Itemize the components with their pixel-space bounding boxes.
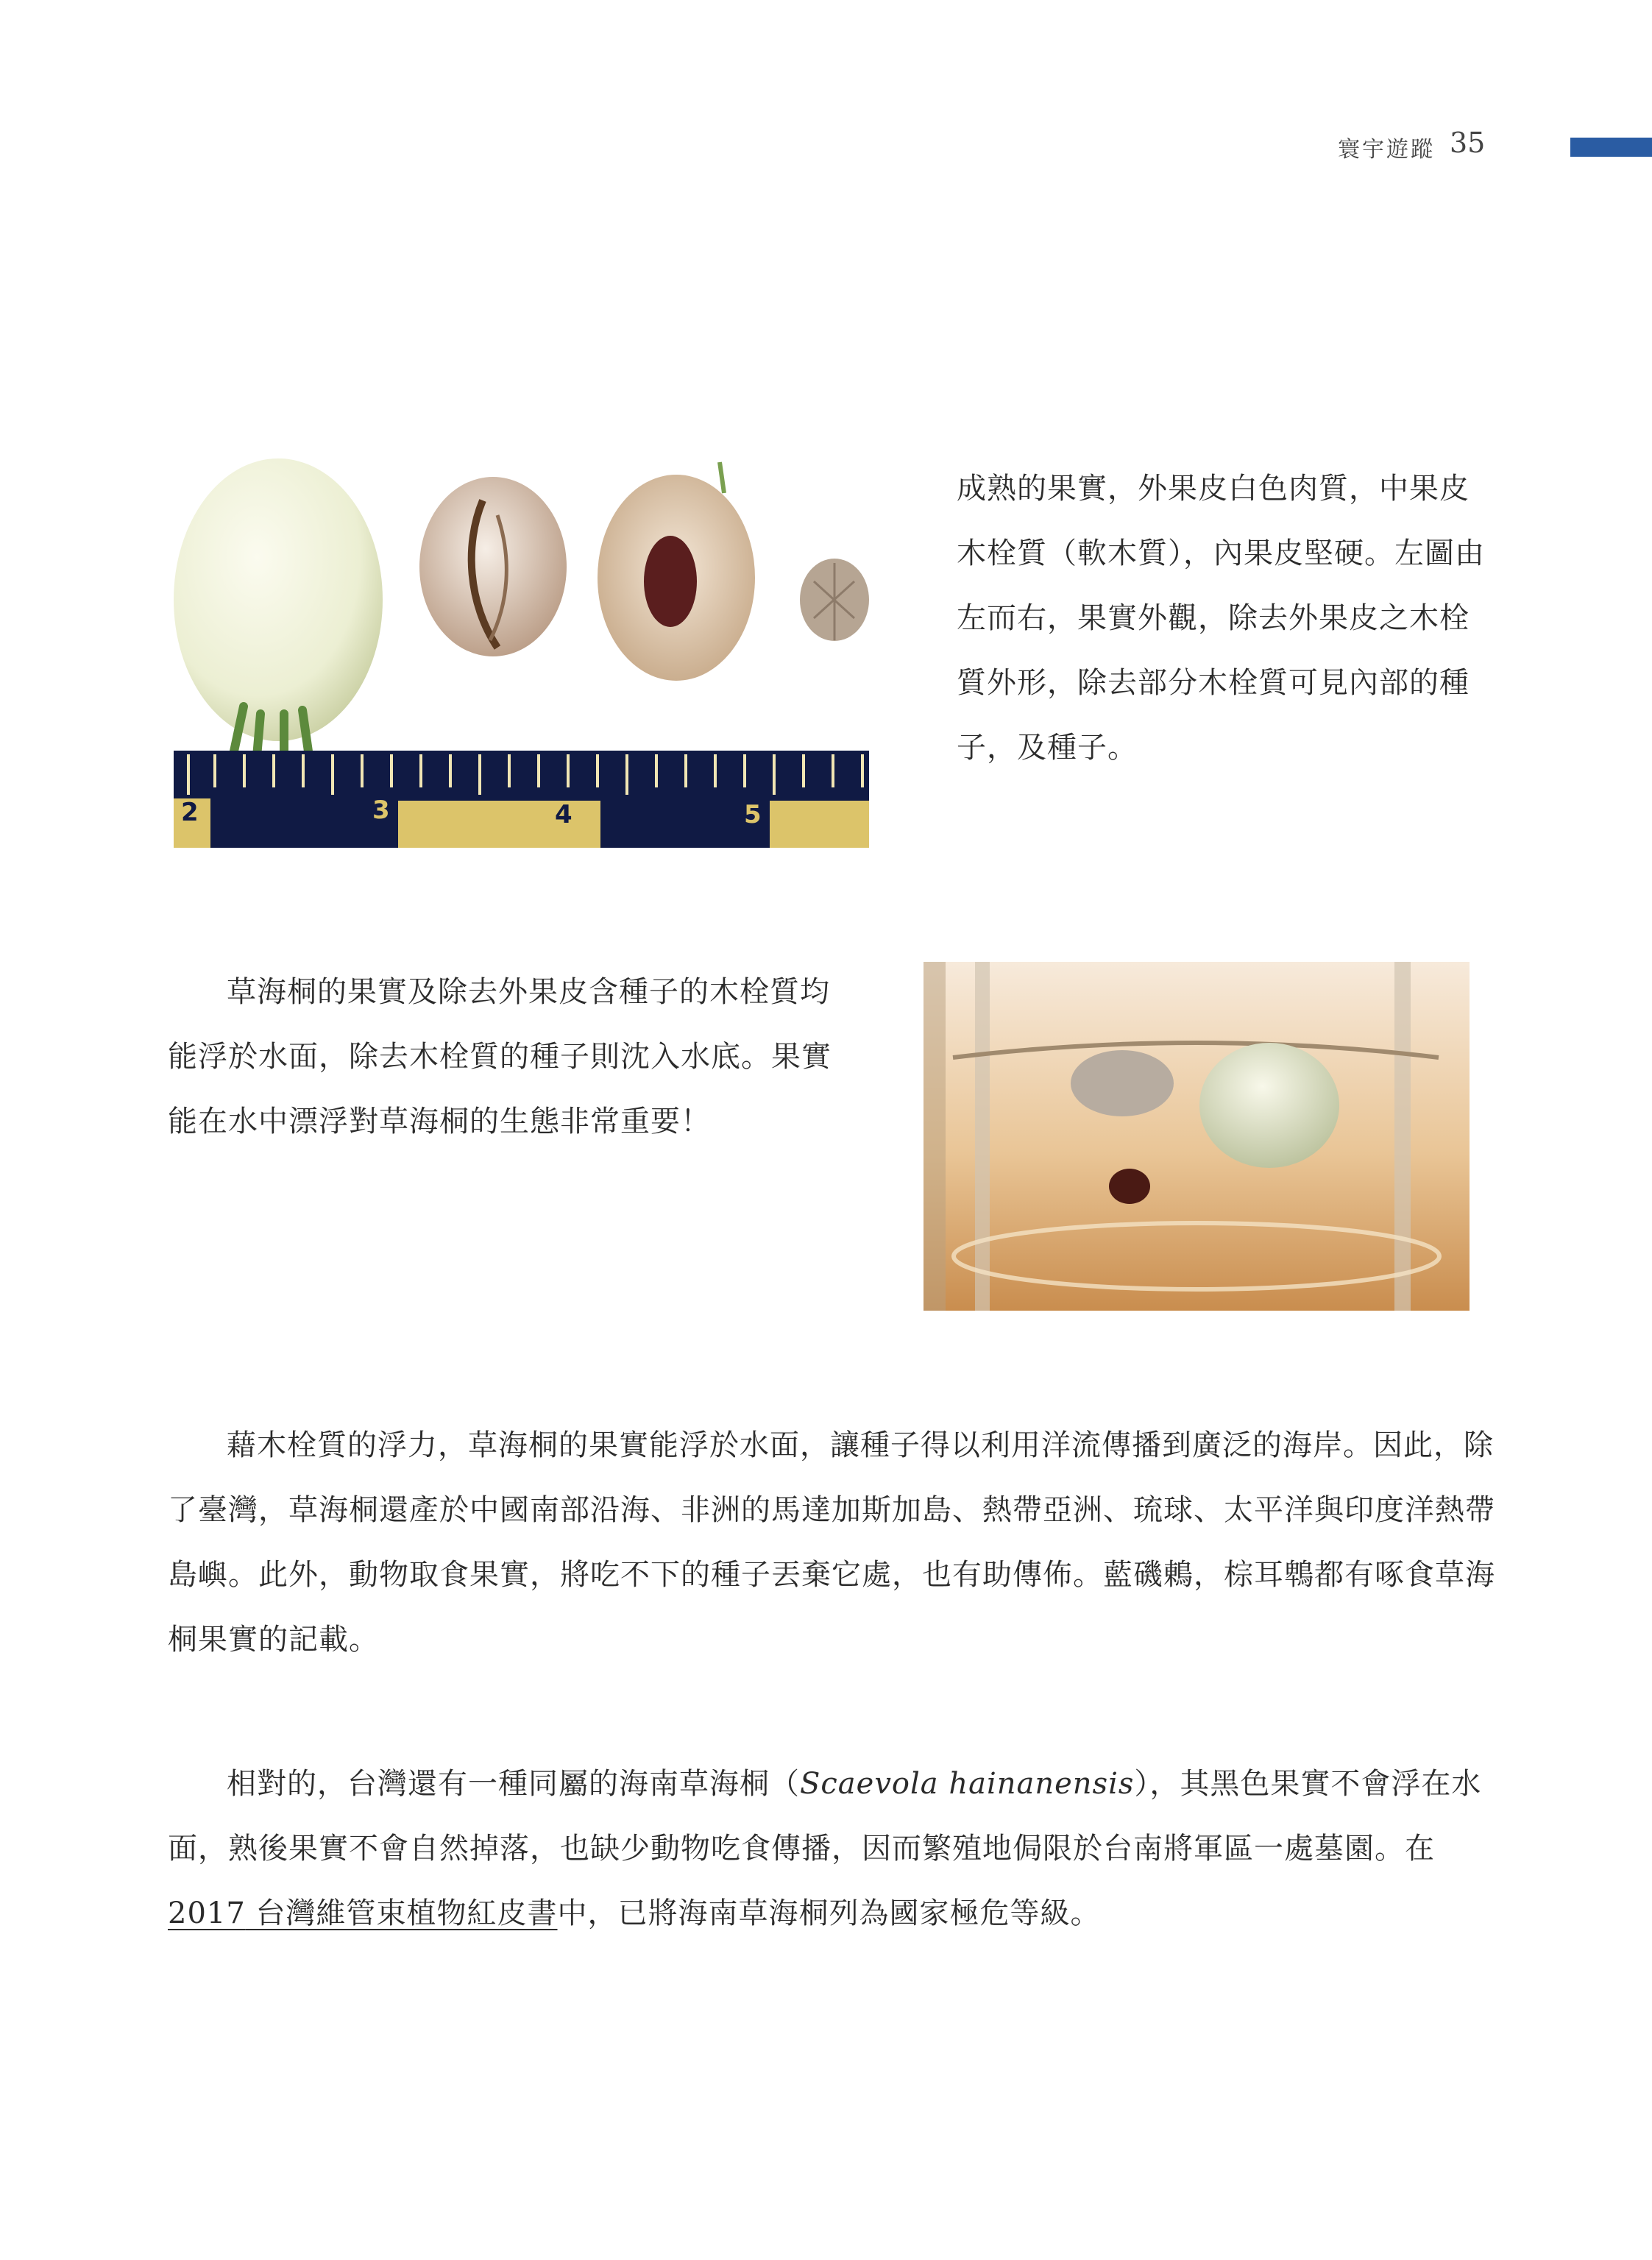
fruit-floating-illustration [924, 962, 1470, 1311]
hainan-species-paragraph [168, 1751, 1496, 1946]
floating-fruit-paragraph: 草海桐的果實及除去外果皮含種子的木栓質均能浮於水面，除去木栓質的種子則沈入水底。果實能在水中漂浮對草海桐的生態非常重要！ [168, 975, 832, 1138]
running-header-title: 寰宇遊蹤 [1338, 137, 1435, 163]
page-number: 35 [1450, 127, 1486, 159]
ruler-label-5: 5 [744, 800, 762, 829]
red-book-link[interactable]: 台灣維管束植物紅皮書 [245, 1896, 558, 1930]
dispersal-paragraph: 藉木栓質的浮力，草海桐的果實能浮於水面，讓種子得以利用洋流傳播到廣泛的海岸。因此，除了臺灣，草海桐還產於中國南部沿海、非洲的馬達加斯加島、熱帶亞洲、琉球、太平洋與印度洋熱帶島嶼。此外，動物取食果實，將吃不下的種子丟棄它處，也有助傳佈。藍磯鶇，棕耳鵯都有啄食草海桐果實的記載。 [168, 1428, 1495, 1657]
hainan-text-3: 中，已將海南草海桐列為國家極危等級。 [557, 1896, 1101, 1930]
fruit-stages-illustration [174, 397, 869, 848]
hainan-text-2: ），其黑色果實不會浮在水面，熟後果實不會自然掉落，也缺少動物吃食傳播，因而繁殖地侷限於台南將軍區一處墓園。在 [168, 1767, 1482, 1866]
ruler-label-2: 2 [181, 798, 199, 827]
figure1-caption: 成熟的果實，外果皮白色肉質，中果皮木栓質（軟木質），內果皮堅硬。左圖由左而右，果實外觀，除去外果皮之木栓質外形，除去部分木栓質可見內部的種子，及種子。 [957, 472, 1485, 765]
red-book-year: 2017 [168, 1896, 246, 1930]
species-latin-name: Scaevola hainanensis [800, 1767, 1135, 1801]
hainan-text-1: 相對的，台灣還有一種同屬的海南草海桐（ [227, 1767, 800, 1801]
fruit-stages-photo [174, 397, 869, 848]
ruler-label-3: 3 [372, 796, 390, 825]
ruler-label-4: 4 [555, 800, 572, 829]
header-accent-bar [1570, 138, 1652, 157]
fruit-floating-photo [924, 962, 1470, 1311]
